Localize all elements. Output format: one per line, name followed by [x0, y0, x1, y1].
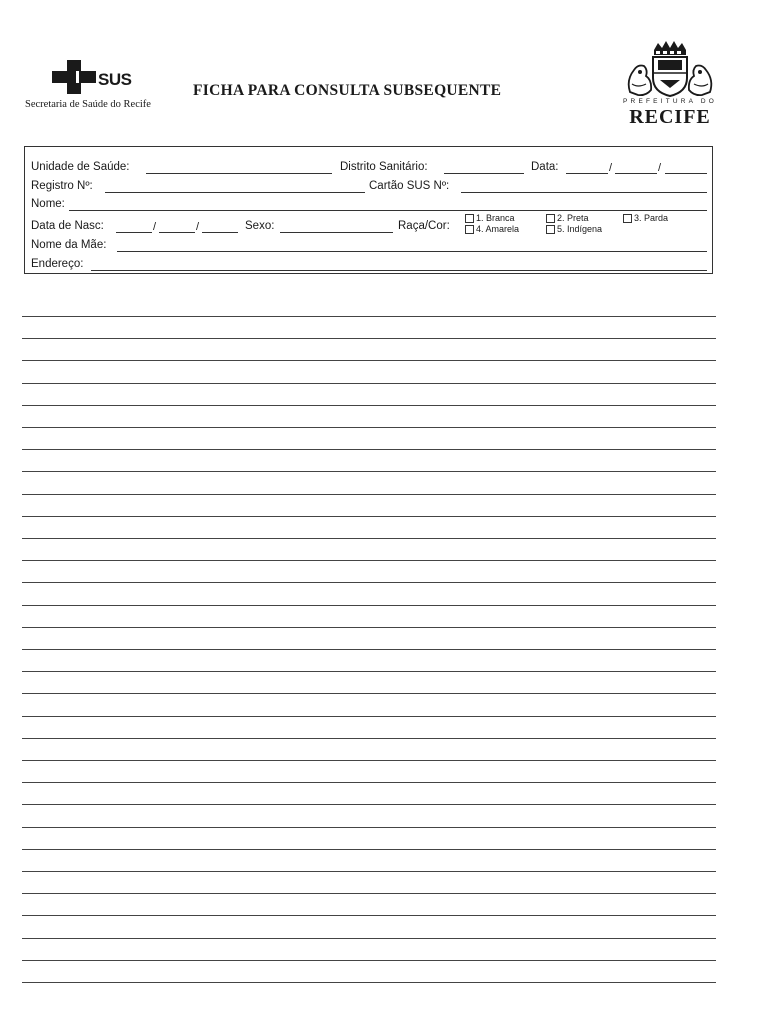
ruled-line — [22, 627, 716, 628]
ruled-line — [22, 960, 716, 961]
ruled-line — [22, 849, 716, 850]
ruled-line — [22, 605, 716, 606]
ruled-line — [22, 982, 716, 983]
ruled-line — [22, 560, 716, 561]
secretaria-label: Secretaria de Saúde do Recife — [25, 99, 151, 110]
ruled-line — [22, 760, 716, 761]
cartao-label: Cartão SUS Nº: — [369, 180, 450, 192]
ruled-line — [22, 338, 716, 339]
raca-option: 3. Parda — [634, 213, 669, 223]
ruled-line — [22, 649, 716, 650]
nome-label: Nome: — [31, 198, 65, 210]
ruled-line — [22, 871, 716, 872]
ruled-line — [22, 938, 716, 939]
unidade-label: Unidade de Saúde: — [31, 161, 130, 173]
date-separator: / — [196, 221, 200, 233]
nome-mae-label: Nome da Mãe: — [31, 239, 107, 251]
ruled-line — [22, 427, 716, 428]
raca-option: 4. Amarela — [476, 224, 520, 234]
page-title: FICHA PARA CONSULTA SUBSEQUENTE — [193, 82, 502, 99]
data-nasc-label: Data de Nasc: — [31, 220, 104, 232]
ruled-line — [22, 693, 716, 694]
ruled-line — [22, 538, 716, 539]
date-separator: / — [658, 162, 662, 174]
raca-option: 2. Preta — [557, 213, 589, 223]
ruled-line — [22, 360, 716, 361]
ruled-line — [22, 494, 716, 495]
ruled-line — [22, 716, 716, 717]
data-label: Data: — [531, 161, 559, 173]
date-separator: / — [153, 221, 157, 233]
date-separator: / — [609, 162, 613, 174]
endereco-label: Endereço: — [31, 258, 84, 270]
prefeitura-label: PREFEITURA DO — [623, 98, 717, 105]
raca-option: 5. Indígena — [557, 224, 603, 234]
ruled-line — [22, 893, 716, 894]
ruled-line — [22, 804, 716, 805]
recife-label: RECIFE — [629, 106, 711, 128]
ruled-line — [22, 827, 716, 828]
ruled-line — [22, 316, 716, 317]
ruled-line — [22, 471, 716, 472]
ruled-line — [22, 915, 716, 916]
ruled-line — [22, 738, 716, 739]
ruled-line — [22, 782, 716, 783]
ruled-line — [22, 449, 716, 450]
ruled-line — [22, 405, 716, 406]
raca-option: 1. Branca — [476, 213, 515, 223]
notes-writing-area[interactable] — [22, 0, 716, 1024]
distrito-label: Distrito Sanitário: — [340, 161, 428, 173]
registro-label: Registro Nº: — [31, 180, 93, 192]
sexo-label: Sexo: — [245, 220, 275, 232]
ruled-line — [22, 582, 716, 583]
ruled-line — [22, 383, 716, 384]
ruled-line — [22, 671, 716, 672]
ruled-line — [22, 516, 716, 517]
sus-logo-text: SUS — [98, 70, 132, 89]
raca-label: Raça/Cor: — [398, 220, 450, 232]
